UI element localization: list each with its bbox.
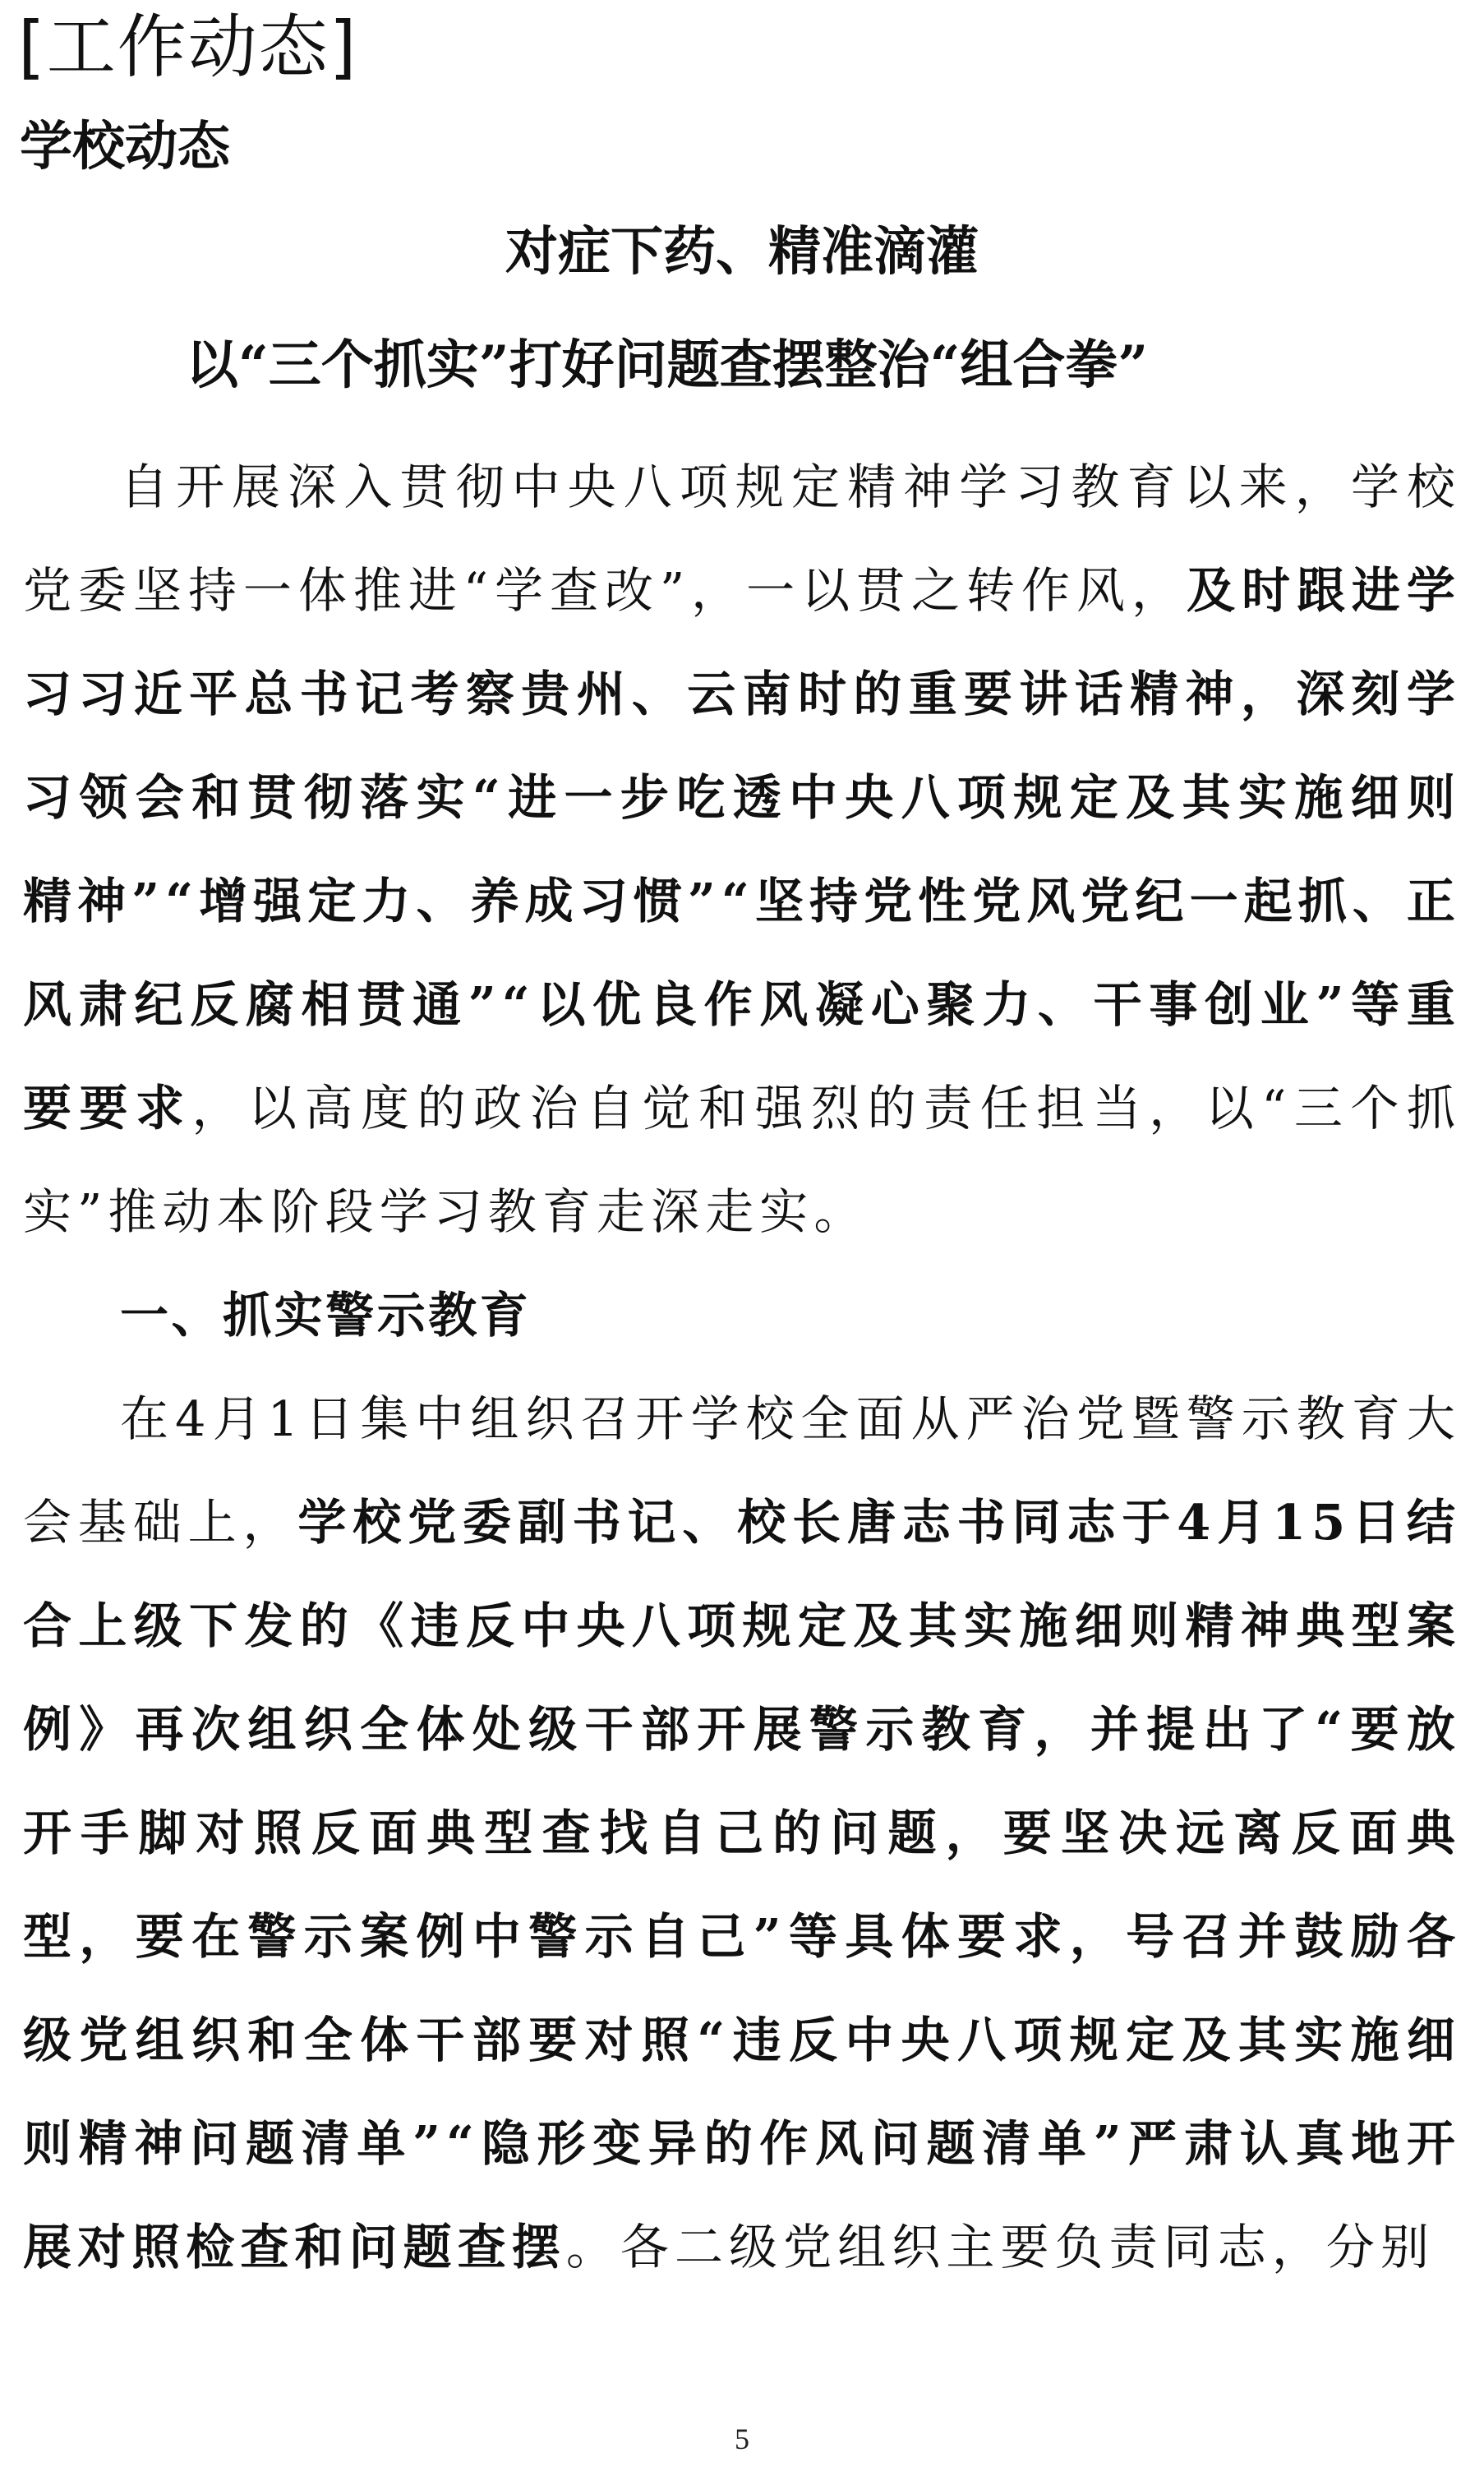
article-title-line-2: 以“三个抓实”打好问题查摆整治“组合拳” [186,334,1149,396]
paragraph-intro-text-3: ，以高度的政治自觉和强烈的责任担当，以“三个抓实”推动本阶段学习教育走深走实。 [23,1080,1461,1240]
paragraph-intro [23,436,1461,1264]
category-heading: 学校动态 [20,117,230,177]
page-number: 5 [735,2423,749,2455]
paragraph-intro-text-1: 自开展深入贯彻中央八项规定精神学习教育以来，学校党委坚持一体推进“学查改”，一以贯之转作风， [23,459,1461,619]
article-body [23,436,1461,2299]
section-1-heading: 一、抓实警示教育 [120,1287,532,1344]
paragraph-intro-text-bold: 及时跟进学习习近平总书记考察贵州、云南时的重要讲话精神，深刻学习领会和贯彻落实“进一步吃透中央八项规定及其实施细则精神”“增强定力、养成习惯”“坚持党性党风党纪一起抓、正风肃纪反腐相贯通”“以优良作风凝心聚力、干事创业”等重要要求 [23,562,1461,1136]
paragraph-warning-text-3: 。各二级党组织主要负责同志，分别 [565,2219,1436,2275]
paragraph-warning-education [23,1367,1461,2299]
article-title-line-1: 对症下药、精准滴灌 [505,221,979,283]
paragraph-warning-text-bold: 学校党委副书记、校长唐志书同志于4月15日结合上级下发的《违反中央八项规定及其实施细则精神典型案例》再次组织全体处级干部开展警示教育，并提出了“要放开手脚对照反面典型查找自己的问题，要坚决远离反面典型，要在警示案例中警示自己”等具体要求，号召并鼓励各级党组织和全体干部要对照“违反中央八项规定及其实施细则精神问题清单”“隐形变异的作风问题清单”严肃认真地开展对照检查和问题查摆 [23,1494,1461,2275]
section-tag: [工作动态] [18,7,358,87]
paragraph-warning-text-1: 在4月1日集中组织召开学校全面从严治党暨警示教育大会基础上， [23,1390,1461,1551]
